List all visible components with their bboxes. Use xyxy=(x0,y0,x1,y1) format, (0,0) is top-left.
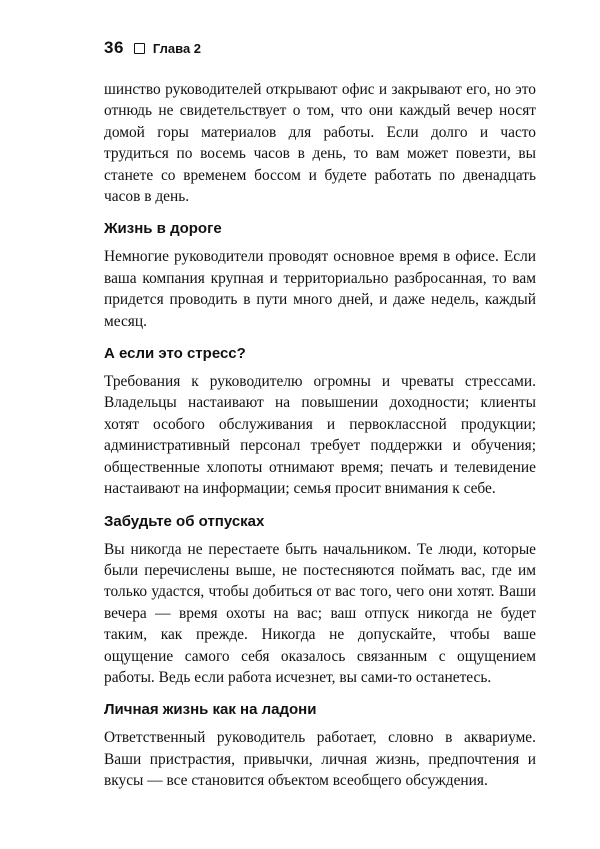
section-heading-life-on-road: Жизнь в дороге xyxy=(104,220,222,238)
body-text xyxy=(104,79,536,792)
section-paragraph-life-on-road: Немногие руководители проводят основное время в офисе. Если ваша компания крупная и территориально разбросанная, то вам придется проводить в пути много дней, и даже недель, каждый месяц. xyxy=(104,248,536,330)
book-page xyxy=(104,34,536,792)
section-heading-stress: А если это стресс? xyxy=(104,345,246,363)
section-heading-vacations: Забудьте об отпусках xyxy=(104,512,265,530)
running-header xyxy=(104,34,536,62)
intro-paragraph: шинство руководителей открывают офис и закрывают его, но это отнюдь не свидетельствует о том, что они каждый вечер носят домой горы материалов для работы. Если долго и часто трудиться по восемь часов в день, то вам может повезти, вы станете со временем боссом и будете работать по двенадцать часов в день. xyxy=(104,81,536,206)
square-bullet-icon xyxy=(134,43,145,54)
section-heading-private-life: Личная жизнь как на ладони xyxy=(104,701,317,719)
page-number: 36 xyxy=(104,38,124,57)
chapter-label: Глава 2 xyxy=(152,40,202,56)
section-paragraph-private-life: Ответственный руководитель работает, словно в аквариуме. Ваши пристрастия, привычки, личная жизнь, предпочтения и вкусы — все становится объектом всеобщего обсуждения. xyxy=(104,729,536,790)
section-paragraph-vacations: Вы никогда не перестаете быть начальником. Те люди, которые были перечислены выше, не постесняются поймать вас, где им только удастся, чтобы добиться от вас того, чего они хотят. Ваши вечера — время охоты на вас; ваш отпуск никогда не будет таким, как прежде. Никогда не допускайте, чтобы ваше ощущение самого себя оказалось связанным с ощущением работы. Ведь если работа исчезнет, вы сами-то останетесь. xyxy=(104,540,536,686)
section-paragraph-stress: Требования к руководителю огромны и чреваты стрессами. Владельцы настаивают на повышении доходности; клиенты хотят особого обслуживания и первоклассной продукции; административный персонал требует поддержки и обучения; общественные хлопоты отнимают время; печать и телевидение настаивают на информации; семья просит внимания к себе. xyxy=(104,373,536,498)
